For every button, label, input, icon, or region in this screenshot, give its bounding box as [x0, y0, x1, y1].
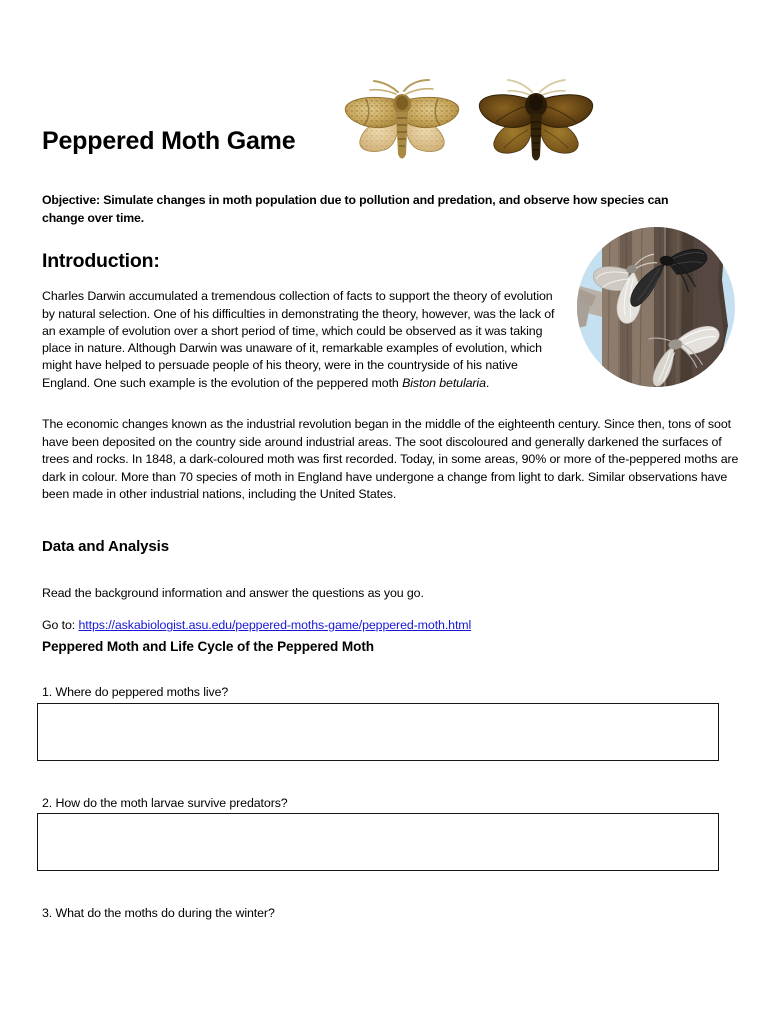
introduction-paragraph-1	[42, 288, 566, 391]
objective-statement: Objective: Simulate changes in moth population due to pollution and predation, and observe how species can change over time.	[42, 193, 669, 225]
question-2: 2. How do the moth larvae survive predators?	[42, 796, 288, 811]
page-title-row	[42, 128, 462, 156]
moths-on-tree-illustration	[576, 226, 736, 388]
introduction-heading: Introduction:	[42, 250, 160, 272]
read-instruction: Read the background information and answer the questions as you go.	[42, 586, 424, 601]
data-and-analysis-heading: Data and Analysis	[42, 538, 169, 555]
species-scientific-name: Biston betularia	[402, 375, 486, 390]
question-1: 1. Where do peppered moths live?	[42, 685, 229, 700]
answer-box-1[interactable]	[37, 703, 719, 761]
question-3: 3. What do the moths do during the winter?	[42, 906, 275, 921]
life-cycle-subheading: Peppered Moth and Life Cycle of the Peppered Moth	[42, 639, 374, 654]
goto-line	[42, 618, 471, 632]
peppered-moth-game-link[interactable]: https://askabiologist.asu.edu/peppered-moths-game/peppered-moth.html	[78, 618, 472, 633]
introduction-paragraph-2: The economic changes known as the industrial revolution began in the middle of the eighteenth century. Since then, tons of soot have been deposited on the country side around industrial areas. The soot discoloured and generally darkened the surfaces of trees and rocks. In 1848, a dark-coloured moth was first recorded. Today, in some areas, 90% or more of the-peppered moths are dark in colour. More than 70 species of moth in England have undergone a change from light to dark. Similar observations have been made in other industrial nations, including the United States.	[42, 417, 739, 502]
page-title: Peppered Moth Game	[42, 127, 296, 155]
intro-text-part-1: Charles Darwin accumulated a tremendous collection of facts to support the theory of evolution by natural selection. One of his difficulties in demonstrating the theory, however, was the lack of an example of evolution over a short period of time, which could be observed as it was taking place in nature. Although Darwin was unaware of it, remarkable examples of evolution, which might have helped to persuade people of his theory, were in the countryside of his native England. One such example is the evolution of the peppered moth	[42, 289, 555, 390]
answer-box-2[interactable]	[37, 813, 719, 871]
goto-label: Go to:	[42, 618, 79, 633]
intro-text-part-2: .	[485, 375, 490, 390]
dark-moth-specimen	[479, 80, 592, 161]
